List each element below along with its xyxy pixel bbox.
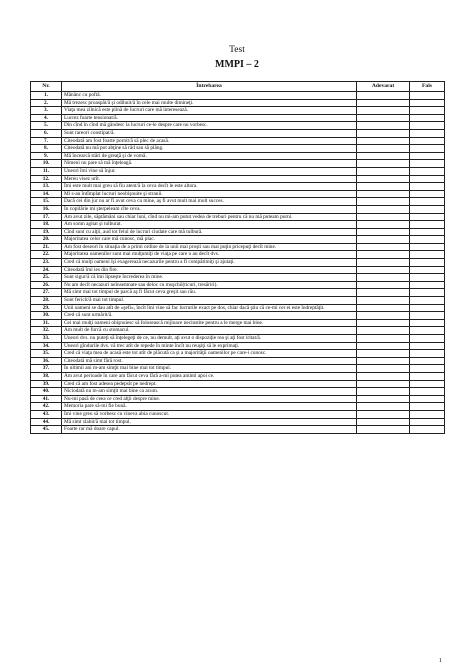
false-answer-cell[interactable] <box>410 198 445 206</box>
question-text: Cred că viaţa mea de acasă este tot atît de plăcută ca şi a majorităţii oamenilor pe care-i cunosc. <box>62 350 357 358</box>
true-answer-cell[interactable] <box>357 266 410 274</box>
table-row <box>31 388 445 396</box>
question-text: Mă simt mai tot timpul de parcă aş fi făcut ceva greşit sau rău. <box>62 289 357 297</box>
question-text: Niciodată nu m-am simţit mai bine ca acum. <box>62 388 357 396</box>
table-row <box>31 213 445 221</box>
true-answer-cell[interactable] <box>357 259 410 267</box>
table-header-row <box>31 82 445 92</box>
false-answer-cell[interactable] <box>410 160 445 168</box>
table-row <box>31 167 445 175</box>
false-answer-cell[interactable] <box>410 122 445 130</box>
question-text: Cei mai mulţi oameni obişnuiesc să folosească mijloace necinstite pentru a le merge mai bine. <box>62 319 357 327</box>
question-number: 30. <box>31 312 62 320</box>
false-answer-cell[interactable] <box>410 365 445 373</box>
true-answer-cell[interactable] <box>357 342 410 350</box>
question-text: Lucrez foarte tensionat/ă. <box>62 114 357 122</box>
question-text: Viaţa mea zilnică este plină de lucruri care mă interesează. <box>62 107 357 115</box>
question-text: Majoritatea oamenilor sunt mai mulţumiţi de viaţa pe care o au decît dvs. <box>62 251 357 259</box>
question-number: 33. <box>31 335 62 343</box>
header-false: Fals <box>410 82 445 92</box>
questionnaire-body <box>31 92 445 434</box>
true-answer-cell[interactable] <box>357 145 410 153</box>
true-answer-cell[interactable] <box>357 228 410 236</box>
question-number: 29. <box>31 304 62 312</box>
question-text: Am avut perioade în care am făcut ceva fără a-mi putea aminti apoi ce. <box>62 372 357 380</box>
false-answer-cell[interactable] <box>410 205 445 213</box>
true-answer-cell[interactable] <box>357 418 410 426</box>
false-answer-cell[interactable] <box>410 266 445 274</box>
true-answer-cell[interactable] <box>357 274 410 282</box>
table-row <box>31 152 445 160</box>
false-answer-cell[interactable] <box>410 259 445 267</box>
question-text: Cred că mulţi oameni îşi exagerează necazurile pentru a fi compătimiţi şi ajutaţi. <box>62 259 357 267</box>
table-row <box>31 297 445 305</box>
table-row <box>31 129 445 137</box>
question-number: 24. <box>31 266 62 274</box>
false-answer-cell[interactable] <box>410 190 445 198</box>
true-answer-cell[interactable] <box>357 160 410 168</box>
question-number: 40. <box>31 388 62 396</box>
true-answer-cell[interactable] <box>357 350 410 358</box>
false-answer-cell[interactable] <box>410 129 445 137</box>
true-answer-cell[interactable] <box>357 122 410 130</box>
question-number: 12. <box>31 175 62 183</box>
false-answer-cell[interactable] <box>410 426 445 434</box>
false-answer-cell[interactable] <box>410 167 445 175</box>
table-row <box>31 372 445 380</box>
question-text: Uneori gîndurile dvs. vă trec atît de repede în minte încît nu reuşiţi să le exprimaţi. <box>62 342 357 350</box>
table-row <box>31 175 445 183</box>
true-answer-cell[interactable] <box>357 335 410 343</box>
question-number: 42. <box>31 403 62 411</box>
question-text: Sunt fericit/ă mai tot timpul. <box>62 297 357 305</box>
true-answer-cell[interactable] <box>357 236 410 244</box>
false-answer-cell[interactable] <box>410 243 445 251</box>
true-answer-cell[interactable] <box>357 304 410 312</box>
question-number: 17. <box>31 213 62 221</box>
table-row <box>31 403 445 411</box>
question-number: 38. <box>31 372 62 380</box>
question-number: 23. <box>31 259 62 267</box>
false-answer-cell[interactable] <box>410 418 445 426</box>
question-number: 1. <box>31 92 62 100</box>
question-text: Memoria pare să-mi fie bună. <box>62 403 357 411</box>
true-answer-cell[interactable] <box>357 198 410 206</box>
table-row <box>31 236 445 244</box>
question-number: 2. <box>31 99 62 107</box>
true-answer-cell[interactable] <box>357 99 410 107</box>
question-number: 45. <box>31 426 62 434</box>
question-text: Unii oameni se dau atît de «şefi», încît îmi vine să fac lucrurile exact pe dos, chiar dacă ştiu că ce-mi cer ei este îndreptăţit. <box>62 304 357 312</box>
false-answer-cell[interactable] <box>410 297 445 305</box>
table-row <box>31 266 445 274</box>
table-row <box>31 198 445 206</box>
table-row <box>31 114 445 122</box>
question-number: 21. <box>31 243 62 251</box>
true-answer-cell[interactable] <box>357 388 410 396</box>
true-answer-cell[interactable] <box>357 357 410 365</box>
question-number: 27. <box>31 289 62 297</box>
false-answer-cell[interactable] <box>410 304 445 312</box>
question-number: 16. <box>31 205 62 213</box>
question-text: Am avut zile, săptămâni sau chiar luni, cînd nu mi-am putut vedea de treburi pentru că nu mă puteam porni. <box>62 213 357 221</box>
question-text: Citeodată mă simt fără rost. <box>62 357 357 365</box>
true-answer-cell[interactable] <box>357 129 410 137</box>
true-answer-cell[interactable] <box>357 205 410 213</box>
question-number: 8. <box>31 145 62 153</box>
question-text: Uneori dvs. nu puteţi să înţelegeţi de ce, nu demult, aţi avut o dispoziţie rea şi aţi fost iritat/ă. <box>62 335 357 343</box>
question-number: 28. <box>31 297 62 305</box>
question-number: 31. <box>31 319 62 327</box>
table-row <box>31 190 445 198</box>
false-answer-cell[interactable] <box>410 281 445 289</box>
true-answer-cell[interactable] <box>357 327 410 335</box>
false-answer-cell[interactable] <box>410 388 445 396</box>
question-number: 4. <box>31 114 62 122</box>
question-number: 15. <box>31 198 62 206</box>
false-answer-cell[interactable] <box>410 395 445 403</box>
false-answer-cell[interactable] <box>410 380 445 388</box>
false-answer-cell[interactable] <box>410 251 445 259</box>
table-row <box>31 205 445 213</box>
question-text: În copilărie mi şterpeleam cîte ceva. <box>62 205 357 213</box>
question-number: 34. <box>31 342 62 350</box>
question-number: 9. <box>31 152 62 160</box>
true-answer-cell[interactable] <box>357 281 410 289</box>
question-text: Îmi vine greu să vorbesc cu cineva abia cunoscut. <box>62 410 357 418</box>
false-answer-cell[interactable] <box>410 319 445 327</box>
table-row <box>31 426 445 434</box>
table-row <box>31 99 445 107</box>
question-text: Mereu visez urît. <box>62 175 357 183</box>
table-row <box>31 274 445 282</box>
question-text: Mă trezesc proaspăt/ă şi odihnit/ă în cele mai multe dimineţi. <box>62 99 357 107</box>
true-answer-cell[interactable] <box>357 403 410 411</box>
table-row <box>31 410 445 418</box>
true-answer-cell[interactable] <box>357 213 410 221</box>
false-answer-cell[interactable] <box>410 228 445 236</box>
false-answer-cell[interactable] <box>410 221 445 229</box>
table-row <box>31 107 445 115</box>
question-text: Mi s-au întîmplat lucruri neobişnuite şi stranii. <box>62 190 357 198</box>
true-answer-cell[interactable] <box>357 312 410 320</box>
header-question: Întrebarea <box>62 82 357 92</box>
question-text: Mănânc cu poftă. <box>62 92 357 100</box>
table-row <box>31 304 445 312</box>
true-answer-cell[interactable] <box>357 297 410 305</box>
table-row <box>31 380 445 388</box>
question-number: 13. <box>31 183 62 191</box>
question-text: Îmi este mult mai greu să fiu atent/ă la ceva decît le este altora. <box>62 183 357 191</box>
question-text: Mă încearcă stări de greaţă şi de vomă. <box>62 152 357 160</box>
header-nr: Nr. <box>31 82 62 92</box>
table-row <box>31 350 445 358</box>
question-number: 37. <box>31 365 62 373</box>
question-text: Nu-mi pasă de ceea ce cred alţii despre mine. <box>62 395 357 403</box>
true-answer-cell[interactable] <box>357 152 410 160</box>
table-row <box>31 137 445 145</box>
question-number: 14. <box>31 190 62 198</box>
true-answer-cell[interactable] <box>357 175 410 183</box>
true-answer-cell[interactable] <box>357 395 410 403</box>
false-answer-cell[interactable] <box>410 137 445 145</box>
false-answer-cell[interactable] <box>410 107 445 115</box>
question-number: 18. <box>31 221 62 229</box>
false-answer-cell[interactable] <box>410 213 445 221</box>
question-number: 39. <box>31 380 62 388</box>
table-row <box>31 122 445 130</box>
question-number: 22. <box>31 251 62 259</box>
table-row <box>31 259 445 267</box>
question-number: 43. <box>31 410 62 418</box>
true-answer-cell[interactable] <box>357 107 410 115</box>
true-answer-cell[interactable] <box>357 190 410 198</box>
table-row <box>31 221 445 229</box>
question-number: 5. <box>31 122 62 130</box>
true-answer-cell[interactable] <box>357 92 410 100</box>
true-answer-cell[interactable] <box>357 221 410 229</box>
false-answer-cell[interactable] <box>410 289 445 297</box>
table-row <box>31 357 445 365</box>
question-text: Majoritatea celor care mă cunosc, mă plac. <box>62 236 357 244</box>
table-row <box>31 319 445 327</box>
question-text: Nimeni nu pare să mă înţeleagă. <box>62 160 357 168</box>
question-text: Dacă cei din jur nu ar fi avut ceva cu mine, aş fi avut mult mai mult succes. <box>62 198 357 206</box>
false-answer-cell[interactable] <box>410 403 445 411</box>
false-answer-cell[interactable] <box>410 145 445 153</box>
true-answer-cell[interactable] <box>357 243 410 251</box>
question-number: 19. <box>31 228 62 236</box>
question-text: Foarte rar mă doare capul. <box>62 426 357 434</box>
false-answer-cell[interactable] <box>410 183 445 191</box>
question-number: 41. <box>31 395 62 403</box>
true-answer-cell[interactable] <box>357 137 410 145</box>
false-answer-cell[interactable] <box>410 152 445 160</box>
question-text: Am mult de furcă cu stomacul. <box>62 327 357 335</box>
true-answer-cell[interactable] <box>357 372 410 380</box>
true-answer-cell[interactable] <box>357 114 410 122</box>
question-number: 44. <box>31 418 62 426</box>
table-row <box>31 395 445 403</box>
question-number: 25. <box>31 274 62 282</box>
true-answer-cell[interactable] <box>357 410 410 418</box>
false-answer-cell[interactable] <box>410 372 445 380</box>
question-text: Citeodată îmi ies din fire. <box>62 266 357 274</box>
true-answer-cell[interactable] <box>357 319 410 327</box>
page-number: 1 <box>438 657 442 664</box>
true-answer-cell[interactable] <box>357 251 410 259</box>
true-answer-cell[interactable] <box>357 183 410 191</box>
true-answer-cell[interactable] <box>357 426 410 434</box>
true-answer-cell[interactable] <box>357 365 410 373</box>
false-answer-cell[interactable] <box>410 114 445 122</box>
table-row <box>31 281 445 289</box>
question-text: Cînd sunt cu alţii, aud tot felul de lucruri ciudate care mă tulbură. <box>62 228 357 236</box>
question-number: 36. <box>31 357 62 365</box>
question-text: Am somn agitat şi tulburat. <box>62 221 357 229</box>
table-row <box>31 228 445 236</box>
false-answer-cell[interactable] <box>410 312 445 320</box>
question-text: Sunt sigur/ă că îmi lipseşte încrederea în mine. <box>62 274 357 282</box>
question-number: 6. <box>31 129 62 137</box>
questionnaire-table <box>30 81 445 434</box>
question-text: Nu am decît necazuri neînsemnate sau deloc cu muşchii(ticuri, tresăriri). <box>62 281 357 289</box>
table-row <box>31 335 445 343</box>
question-text: Sunt rareori constipat/ă. <box>62 129 357 137</box>
false-answer-cell[interactable] <box>410 99 445 107</box>
false-answer-cell[interactable] <box>410 327 445 335</box>
question-number: 11. <box>31 167 62 175</box>
false-answer-cell[interactable] <box>410 342 445 350</box>
table-row <box>31 289 445 297</box>
table-row <box>31 251 445 259</box>
false-answer-cell[interactable] <box>410 236 445 244</box>
table-row <box>31 183 445 191</box>
table-row <box>31 160 445 168</box>
true-answer-cell[interactable] <box>357 380 410 388</box>
false-answer-cell[interactable] <box>410 357 445 365</box>
question-text: Citeodată am fost foarte pornit/ă să plec de acasă. <box>62 137 357 145</box>
true-answer-cell[interactable] <box>357 167 410 175</box>
false-answer-cell[interactable] <box>410 335 445 343</box>
true-answer-cell[interactable] <box>357 289 410 297</box>
question-number: 35. <box>31 350 62 358</box>
table-row <box>31 327 445 335</box>
question-text: Citeodată nu mă pot abţine să râd sau să plâng. <box>62 145 357 153</box>
question-number: 7. <box>31 137 62 145</box>
table-row <box>31 243 445 251</box>
table-row <box>31 365 445 373</box>
document-title: Test <box>229 45 245 55</box>
question-number: 26. <box>31 281 62 289</box>
table-row <box>31 342 445 350</box>
question-text: Cred că sunt urmărit/ă. <box>62 312 357 320</box>
table-row <box>31 92 445 100</box>
false-answer-cell[interactable] <box>410 274 445 282</box>
false-answer-cell[interactable] <box>410 175 445 183</box>
question-number: 32. <box>31 327 62 335</box>
question-text: Uneori îmi vine să înjur. <box>62 167 357 175</box>
question-text: Din cînd în cînd mă gândesc la lucruri ce-le despre care nu vorbesc. <box>62 122 357 130</box>
question-text: Am fost deseori în situaţia de a primi ordine de la unii mai proşti sau mai puţin pricepuţi decît mine. <box>62 243 357 251</box>
question-number: 10. <box>31 160 62 168</box>
table-row <box>31 312 445 320</box>
table-row <box>31 145 445 153</box>
question-text: În ultimii ani m-am simţit mai bine mai tot timpul. <box>62 365 357 373</box>
false-answer-cell[interactable] <box>410 350 445 358</box>
table-row <box>31 418 445 426</box>
question-text: Mă simt slabit/ă mai tot timpul. <box>62 418 357 426</box>
document-subtitle: MMPI – 2 <box>215 59 259 70</box>
question-text: Cred că am fost adesea pedepsit pe nedrept. <box>62 380 357 388</box>
question-number: 20. <box>31 236 62 244</box>
false-answer-cell[interactable] <box>410 92 445 100</box>
header-true: Adevarat <box>357 82 410 92</box>
false-answer-cell[interactable] <box>410 410 445 418</box>
question-number: 3. <box>31 107 62 115</box>
